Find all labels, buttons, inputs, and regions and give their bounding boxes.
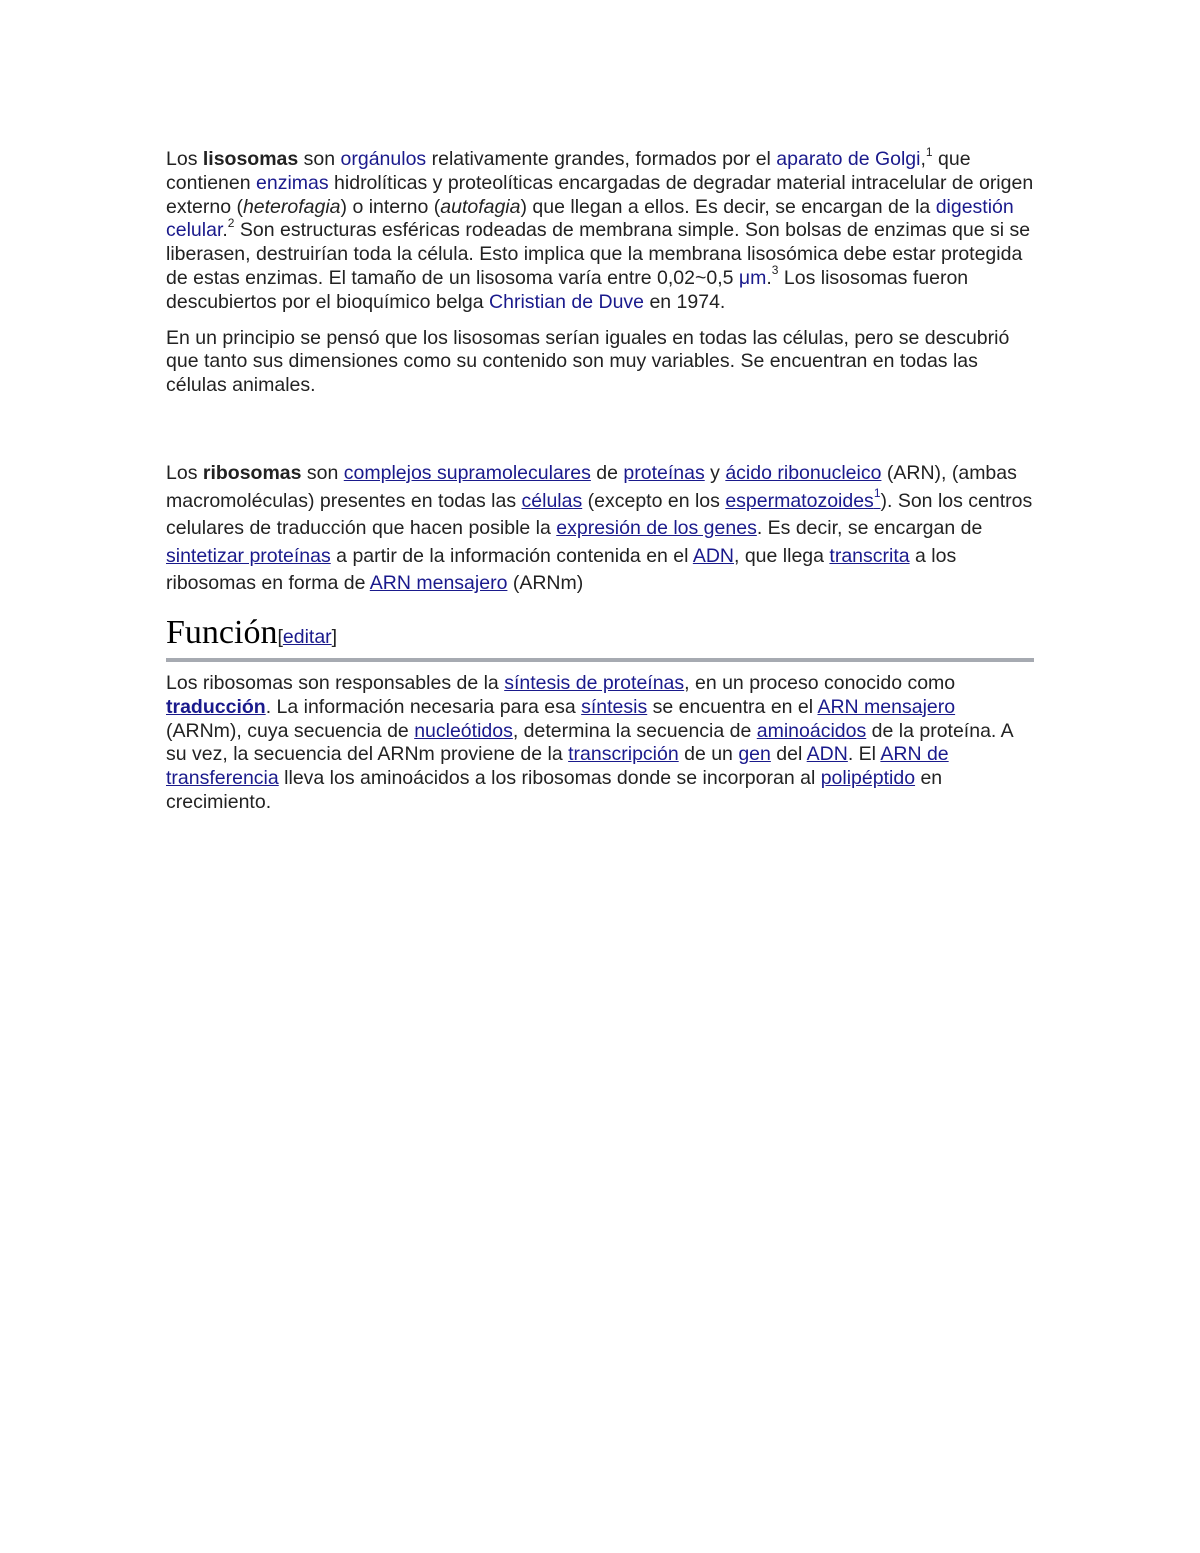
link-acido-ribonucleico[interactable]: ácido ribonucleico bbox=[725, 461, 882, 484]
link-espermatozoides[interactable]: espermatozoides$^1$ bbox=[725, 486, 881, 512]
term-autofagia: autofagia bbox=[440, 195, 521, 218]
lisosomas-paragraph-1: Los lisosomas son orgánulos relativamente grandes, formados por el aparato de Golgi,$^1$ que contienen enzimas hidrolíticas y proteolíticas encargadas de degradar material intracelular de origen externo (heterofagia) o interno (autofagia) que llegan a ellos. Es decir, se encargan de la digestión celular.$^2$ Son estructuras esféricas rodeadas de membrana simple. Son bolsas de enzimas que si se liberasen, destruirían toda la célula. Esto implica que la membrana lisosómica debe estar protegida de estas enzimas. El tamaño de un lisosoma varía entre 0,02~0,5 μm.$^3$ Los lisosomas fueron descubiertos por el bioquímico belga Christian de Duve en 1974. bbox=[166, 144, 1034, 313]
link-digestion-celular[interactable]: digestión celular bbox=[166, 195, 1014, 242]
link-arn-de-transferencia[interactable]: ARN de transferencia bbox=[166, 743, 949, 790]
edit-link[interactable]: editar bbox=[282, 625, 332, 648]
link-arn-mensajero[interactable]: ARN mensajero bbox=[369, 572, 508, 595]
link-micrometro[interactable]: μm bbox=[738, 266, 767, 289]
section-heading-funcion: Función[editar] bbox=[166, 612, 1034, 662]
term-heterofagia: heterofagia bbox=[242, 195, 341, 218]
link-polipeptido[interactable]: polipéptido bbox=[820, 767, 916, 790]
link-traduccion[interactable]: traducción bbox=[166, 695, 266, 718]
link-aminoacidos[interactable]: aminoácidos bbox=[756, 719, 867, 742]
link-complejos-supramoleculares[interactable]: complejos supramoleculares bbox=[343, 461, 591, 484]
footnote-ref-1b[interactable]: 1 bbox=[873, 486, 881, 501]
edit-section-link: [editar] bbox=[277, 625, 338, 648]
term-ribosomas: ribosomas bbox=[202, 461, 302, 484]
ribosomas-paragraph-1: Los ribosomas son complejos supramoleculares de proteínas y ácido ribonucleico (ARN), (ambas macromoléculas) presentes en todas las células (excepto en los espermatozoides$^1$). Son los centros celulares de traducción que hacen posible la expresión de los genes. Es decir, se encargan de sintetizar proteínas a partir de la información contenida en el ADN, que llega transcrita a los ribosomas en forma de ARN mensajero (ARNm) bbox=[166, 461, 1033, 595]
link-sintesis-de-proteinas[interactable]: síntesis de proteínas bbox=[504, 671, 685, 694]
link-expresion-de-los-genes[interactable]: expresión de los genes bbox=[556, 517, 757, 540]
link-celulas[interactable]: células bbox=[521, 489, 583, 512]
link-arn-mensajero-2[interactable]: ARN mensajero bbox=[817, 695, 956, 718]
link-christian-de-duve[interactable]: Christian de Duve bbox=[489, 290, 645, 313]
link-adn-2[interactable]: ADN bbox=[806, 743, 848, 766]
article-body bbox=[166, 144, 1034, 815]
footnote-ref-1[interactable]: 1 bbox=[925, 144, 933, 159]
link-organulos[interactable]: orgánulos bbox=[340, 148, 427, 170]
link-transcrita[interactable]: transcrita bbox=[829, 544, 910, 567]
footnote-ref-3[interactable]: 3 bbox=[771, 263, 779, 278]
lisosomas-paragraph-2: En un principio se pensó que los lisosomas serían iguales en todas las células, pero se descubrió que tanto sus dimensiones como su contenido son muy variables. Se encuentran en todas las células animales. bbox=[166, 326, 1010, 397]
link-enzimas[interactable]: enzimas bbox=[256, 171, 329, 194]
link-sintesis[interactable]: síntesis bbox=[581, 695, 648, 718]
link-gen[interactable]: gen bbox=[738, 743, 771, 766]
term-lisosomas: lisosomas bbox=[202, 148, 299, 170]
link-proteinas[interactable]: proteínas bbox=[623, 461, 705, 484]
footnote-ref-2[interactable]: 2 bbox=[227, 215, 235, 230]
link-nucleotidos[interactable]: nucleótidos bbox=[414, 719, 513, 742]
funcion-paragraph-1: Los ribosomas son responsables de la síntesis de proteínas, en un proceso conocido como traducción. La información necesaria para esa síntesis se encuentra en el ARN mensajero (ARNm), cuya secuencia de nucleótidos, determina la secuencia de aminoácidos de la proteína. A su vez, la secuencia del ARNm proviene de la transcripción de un gen del ADN. El ARN de transferencia lleva los aminoácidos a los ribosomas donde se incorporan al polipéptido en crecimiento. bbox=[166, 671, 1013, 813]
link-sintetizar-proteinas[interactable]: sintetizar proteínas bbox=[166, 544, 331, 567]
link-aparato-de-golgi[interactable]: aparato de Golgi bbox=[776, 148, 921, 170]
link-adn[interactable]: ADN bbox=[692, 544, 734, 567]
link-transcripcion[interactable]: transcripción bbox=[568, 743, 679, 766]
